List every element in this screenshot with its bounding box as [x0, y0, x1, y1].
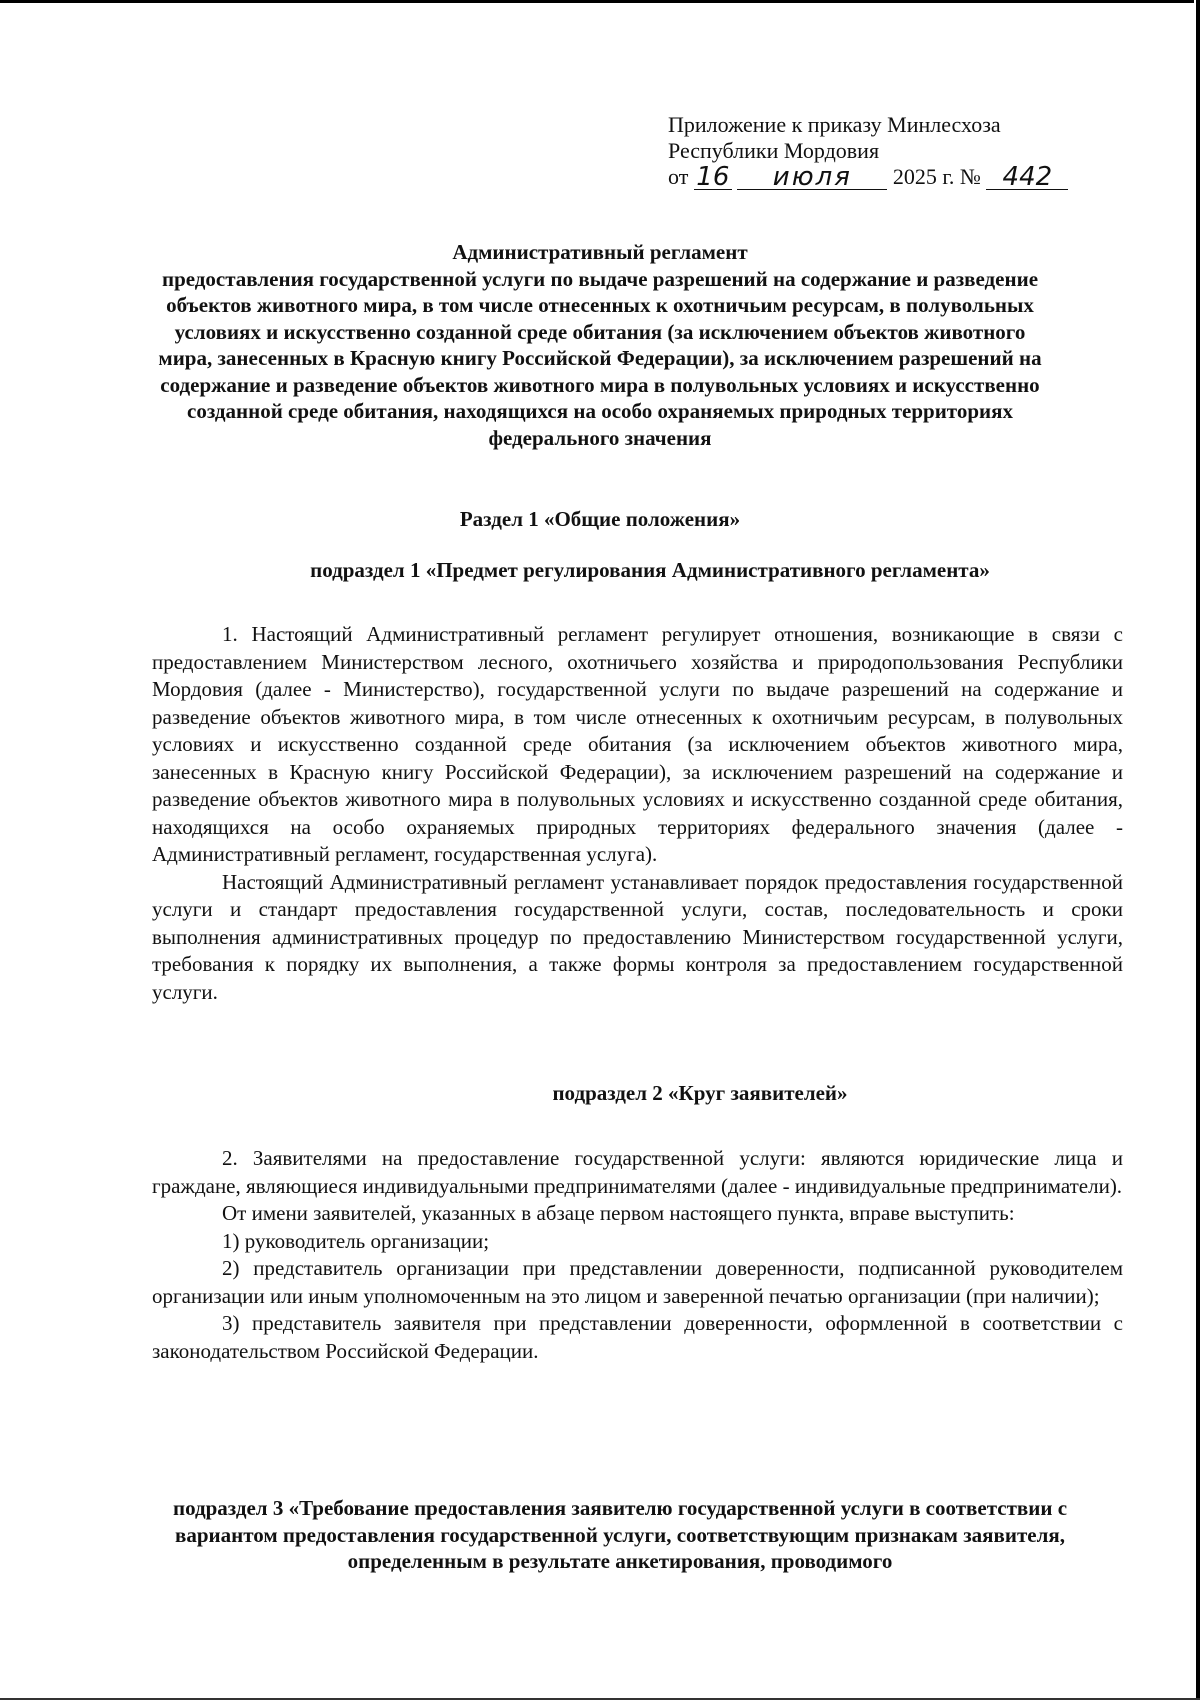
subsection-1-heading: подраздел 1 «Предмет регулирования Административного регламента» — [310, 558, 990, 582]
subsection-2-body — [152, 1145, 1123, 1365]
document-title — [150, 239, 1050, 451]
list-item: 1) руководитель организации; — [222, 1228, 490, 1253]
list-item: 2) представитель организации при представлении доверенности, подписанной руководителем организации или иным уполномоченным на это лицом и заверенной печатью организации (при наличии); — [152, 1256, 1123, 1308]
list-item: 3) представитель заявителя при представлении доверенности, оформленной в соответствии с законодательством Российской Федерации. — [152, 1311, 1123, 1363]
approval-day-handwritten: 16 — [694, 165, 732, 190]
title-line-2: предоставления государственной услуги по выдаче разрешений на содержание и разведение объектов животного мира, в том числе отнесенных к охотничьим ресурсам, в полувольных условиях и искусственно созданной среде обитания (за исключением объектов животного мира, занесенных в Красную книгу Российской Федерации), за исключением разрешений на содержание и разведение объектов животного мира в полувольных условиях и искусственно созданной среде обитания, находящихся на особо охраняемых природных территориях федерального значения — [158, 266, 1042, 450]
paragraph-2: Настоящий Административный регламент устанавливает порядок предоставления государственной услуги и стандарт предоставления государственной услуги, состав, последовательность и сроки выполнения административных процедур по предоставлению Министерством государственной услуги, требования к порядку их выполнения, а также формы контроля за предоставлением государственной услуги. — [152, 869, 1123, 1004]
approval-year-text: 2025 г. № — [892, 164, 981, 189]
scan-edge-top — [0, 0, 1200, 3]
approval-month-handwritten: июля — [737, 165, 887, 190]
subsection-3-heading: подраздел 3 «Требование предоставления заявителю государственной услуги в соответствии с вариантом предоставления государственной услуги, соответствующим признакам заявителя, определенным в результате анкетирования, проводимого — [172, 1496, 1068, 1573]
approval-line-2: Республики Мордовия — [668, 138, 880, 163]
paragraph-1: 1. Настоящий Административный регламент регулирует отношения, возникающие в связи с предоставлением Министерством лесного, охотничьего хозяйства и природопользования Республики Мордовия (далее - Министерство), государственной услуги по выдаче разрешений на содержание и разведение объектов животного мира, в том числе отнесенных к охотничьим ресурсам, в полувольных условиях и искусственно созданной среде обитания (за исключением объектов животного мира, занесенных в Красную книгу Российской Федерации), за исключением разрешений на содержание и разведение объектов животного мира в полувольных условиях и искусственно созданной среде обитания, находящихся на особо охраняемых природных территориях федерального значения (далее - Административный регламент, государственная услуга). — [152, 622, 1123, 866]
subsection-2-heading: подраздел 2 «Круг заявителей» — [552, 1081, 848, 1105]
approval-stamp-block — [668, 112, 1088, 190]
title-line-1: Административный регламент — [452, 240, 748, 264]
scan-edge-right — [1194, 0, 1200, 1700]
paragraph-4: От имени заявителей, указанных в абзаце первом настоящего пункта, вправе выступить: — [222, 1201, 1015, 1225]
approval-number-handwritten: 442 — [986, 165, 1068, 190]
paragraph-3: 2. Заявителями на предоставление государственной услуги: являются юридические лица и граждане, являющиеся индивидуальными предпринимателями (далее - индивидуальные предприниматели). — [152, 1146, 1123, 1198]
approval-prefix: от — [668, 164, 689, 189]
section-1-heading: Раздел 1 «Общие положения» — [459, 507, 741, 531]
approval-line-3 — [668, 164, 1088, 190]
approval-line-1: Приложение к приказу Минлесхоза — [668, 112, 1001, 137]
subsection-1-body — [152, 621, 1123, 1006]
